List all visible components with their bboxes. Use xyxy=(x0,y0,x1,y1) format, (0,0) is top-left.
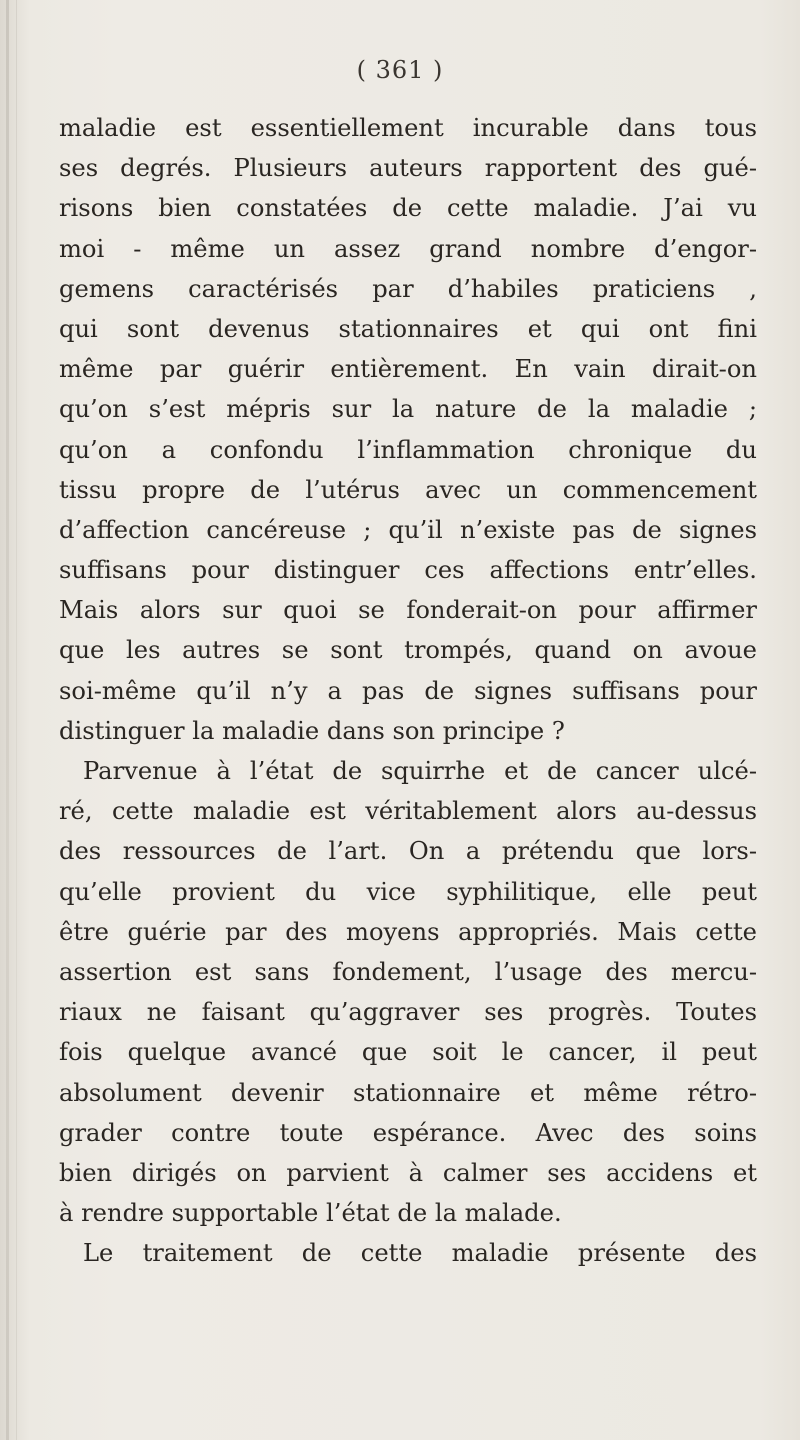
text-line: à rendre supportable l’état de la malade. xyxy=(59,1199,562,1228)
text-line: être guérie par des moyens appropriés. Mais cette xyxy=(59,917,757,946)
body-text xyxy=(59,108,757,1273)
text-line: qu’on s’est mépris sur la nature de la maladie ; xyxy=(59,395,757,424)
text-line: qu’on a confondu l’inflammation chronique du xyxy=(59,435,757,464)
text-line: moi - même un assez grand nombre d’engor- xyxy=(59,234,757,263)
text-line: qui sont devenus stationnaires et qui ont fini xyxy=(59,314,757,343)
text-line: Mais alors sur quoi se fonderait-on pour affirmer xyxy=(59,596,757,625)
text-line: Le traitement de cette maladie présente des xyxy=(83,1239,757,1268)
text-line: Parvenue à l’état de squirrhe et de cancer ulcé- xyxy=(83,757,757,785)
text-line: tissu propre de l’utérus avec un commencement xyxy=(59,475,757,504)
page-number: ( 361 ) xyxy=(356,56,444,84)
text-line: soi-même qu’il n’y a pas de signes suffisans pour xyxy=(59,676,757,705)
binding-edge xyxy=(16,0,17,1440)
text-line: distinguer la maladie dans son principe ? xyxy=(59,716,565,745)
text-line: ses degrés. Plusieurs auteurs rapportent des gué- xyxy=(59,154,757,183)
text-line: risons bien constatées de cette maladie. J’ai vu xyxy=(59,194,757,223)
text-line: riaux ne faisant qu’aggraver ses progrès. Toutes xyxy=(59,998,757,1027)
text-line: d’affection cancéreuse ; qu’il n’existe pas de signes xyxy=(59,515,757,544)
text-line: bien dirigés on parvient à calmer ses accidens et xyxy=(59,1158,757,1187)
text-line: absolument devenir stationnaire et même rétro- xyxy=(59,1078,757,1107)
text-line: des ressources de l’art. On a prétendu que lors- xyxy=(59,837,757,866)
binding-shadow xyxy=(6,0,9,1440)
text-line: assertion est sans fondement, l’usage des mercu- xyxy=(59,957,757,986)
text-line: gemens caractérisés par d’habiles praticiens , xyxy=(59,274,757,303)
text-line: ré, cette maladie est véritablement alors au-dessus xyxy=(59,797,757,826)
text-line: suffisans pour distinguer ces affections entr’elles. xyxy=(59,556,757,585)
text-line: qu’elle provient du vice syphilitique, elle peut xyxy=(59,877,757,906)
text-line: maladie est essentiellement incurable dans tous xyxy=(59,114,757,142)
text-line: que les autres se sont trompés, quand on avoue xyxy=(59,636,757,665)
text-line: fois quelque avancé que soit le cancer, il peut xyxy=(59,1038,757,1067)
text-line: grader contre toute espérance. Avec des soins xyxy=(59,1118,757,1147)
text-line: même par guérir entièrement. En vain dirait-on xyxy=(59,355,757,384)
